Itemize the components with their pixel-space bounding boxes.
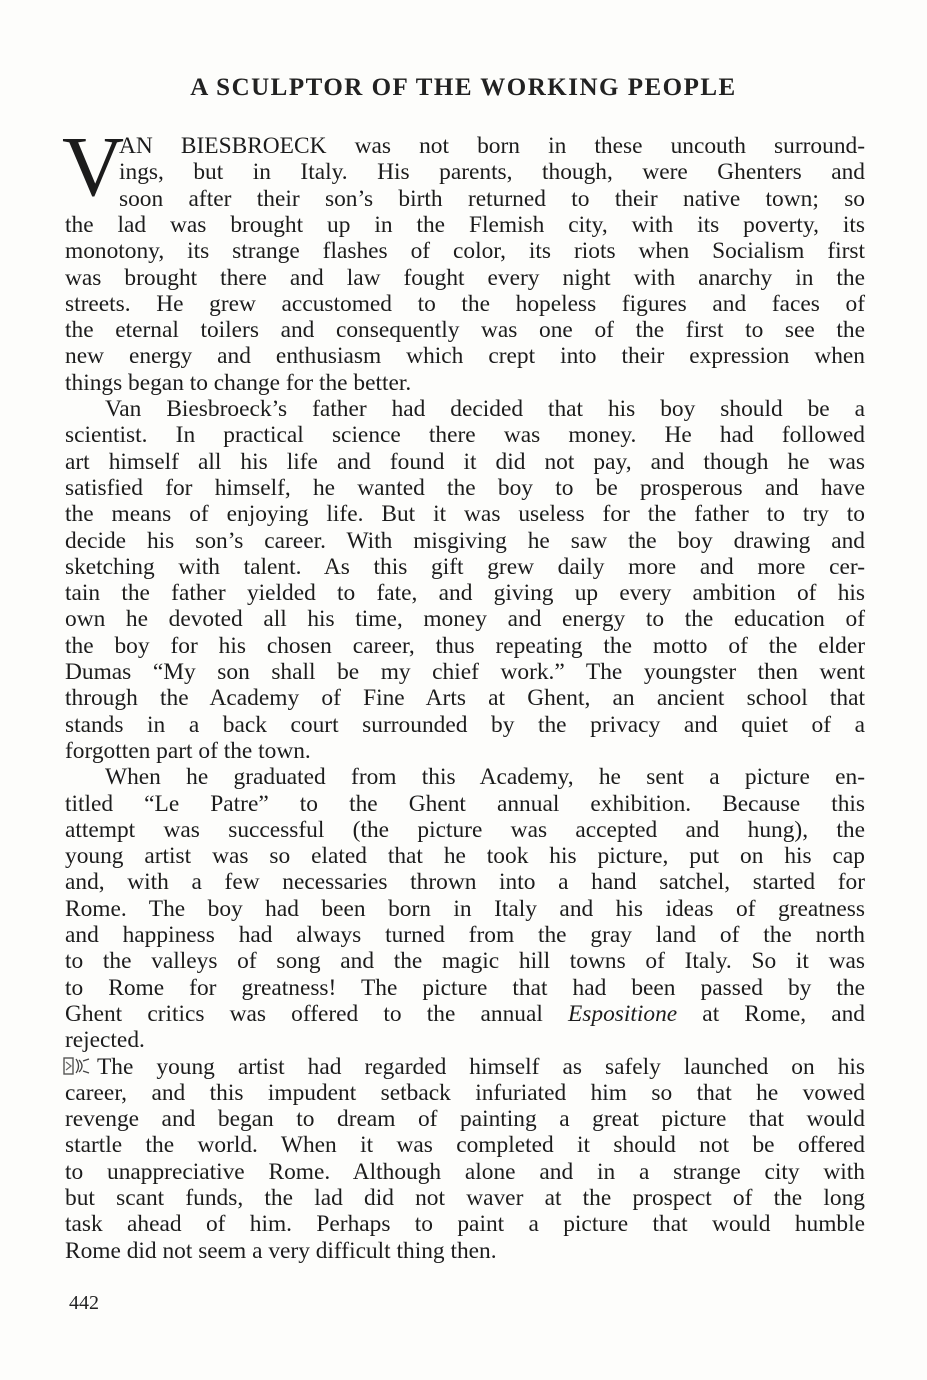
text-line: new energy and enthusiasm which crept into their expression when <box>65 343 865 370</box>
fleuron-ornament-icon <box>63 1056 91 1076</box>
text-line: and happiness had always turned from the gray land of the north <box>65 922 865 948</box>
text-line: Van Biesbroeck’s father had decided that his boy should be a <box>105 396 865 422</box>
text-line: rejected. <box>65 1027 145 1054</box>
text-line: streets. He grew accustomed to the hopeless figures and faces of <box>65 290 865 317</box>
text-line: Dumas “My son shall be my chief work.” The youngster then went <box>65 659 865 685</box>
text-line: art himself all his life and found it did not pay, and though he was <box>65 448 865 475</box>
text-line: things began to change for the better. <box>65 369 412 396</box>
text-line <box>63 1054 865 1081</box>
text-line: career, and this impudent setback infuriated him so that he vowed <box>65 1079 865 1106</box>
text-line: Rome did not seem a very difficult thing then. <box>65 1237 497 1264</box>
text-line: the eternal toilers and consequently was one of the first to see the <box>65 317 865 344</box>
text-line-content: The young artist had regarded himself as safely launched on his <box>97 1053 865 1080</box>
text-line: to Rome for greatness! The picture that had been passed by the <box>65 974 865 1001</box>
text-line: satisfied for himself, he wanted the boy to be prosperous and have <box>65 474 865 501</box>
text-line: through the Academy of Fine Arts at Ghent, an ancient school that <box>65 685 865 712</box>
text-line: revenge and began to dream of painting a great picture that would <box>65 1106 865 1133</box>
text-line: to unappreciative Rome. Although alone and in a strange city with <box>65 1158 865 1185</box>
text-line: and, with a few necessaries thrown into a hand satchel, started for <box>65 869 865 896</box>
text-line: sketching with talent. As this gift grew daily more and more cer- <box>65 553 865 580</box>
text-line: decide his son’s career. With misgiving he saw the boy drawing and <box>65 527 865 554</box>
text-line: forgotten part of the town. <box>65 737 311 764</box>
text-line: attempt was successful (the picture was accepted and hung), the <box>65 816 865 843</box>
text-line: AN BIESBROECK was not born in these uncouth surround- <box>119 133 865 159</box>
text-line: the boy for his chosen career, thus repeating the motto of the elder <box>65 632 865 659</box>
text-line: startle the world. When it was completed it should not be offered <box>65 1132 865 1159</box>
text-line: was brought there and law fought every night with anarchy in the <box>65 264 865 291</box>
page-title: A SCULPTOR OF THE WORKING PEOPLE <box>190 74 737 101</box>
text-line: When he graduated from this Academy, he sent a picture en- <box>105 764 865 791</box>
text-line: Ghent critics was offered to the annual Espositione at Rome, and <box>65 1000 865 1027</box>
text-line: Rome. The boy had been born in Italy and his ideas of greatness <box>65 895 865 922</box>
page-number: 442 <box>69 1292 99 1314</box>
text-line: ings, but in Italy. His parents, though, were Ghenters and <box>119 159 865 186</box>
text-line: young artist was so elated that he took his picture, put on his cap <box>65 843 865 870</box>
text-line: scientist. In practical science there was money. He had followed <box>65 422 865 449</box>
text-line: titled “Le Patre” to the Ghent annual exhibition. Because this <box>65 790 865 817</box>
text-line: monotony, its strange flashes of color, its riots when Socialism first <box>65 238 865 265</box>
text-line: task ahead of him. Perhaps to paint a picture that would humble <box>65 1211 865 1238</box>
text-line: but scant funds, the lad did not waver at the prospect of the long <box>65 1185 865 1211</box>
text-line: to the valleys of song and the magic hill towns of Italy. So it was <box>65 948 865 975</box>
text-line: the lad was brought up in the Flemish city, with its poverty, its <box>65 211 865 238</box>
italic-term: Espositione <box>568 1000 678 1027</box>
text-line: soon after their son’s birth returned to their native town; so <box>119 185 865 212</box>
text-line: own he devoted all his time, money and energy to the education of <box>65 606 865 633</box>
text-line: the means of enjoying life. But it was useless for the father to try to <box>65 501 865 528</box>
drop-cap: V <box>62 118 125 214</box>
text-line: tain the father yielded to fate, and giving up every ambition of his <box>65 580 865 607</box>
text-line: stands in a back court surrounded by the privacy and quiet of a <box>65 711 865 738</box>
